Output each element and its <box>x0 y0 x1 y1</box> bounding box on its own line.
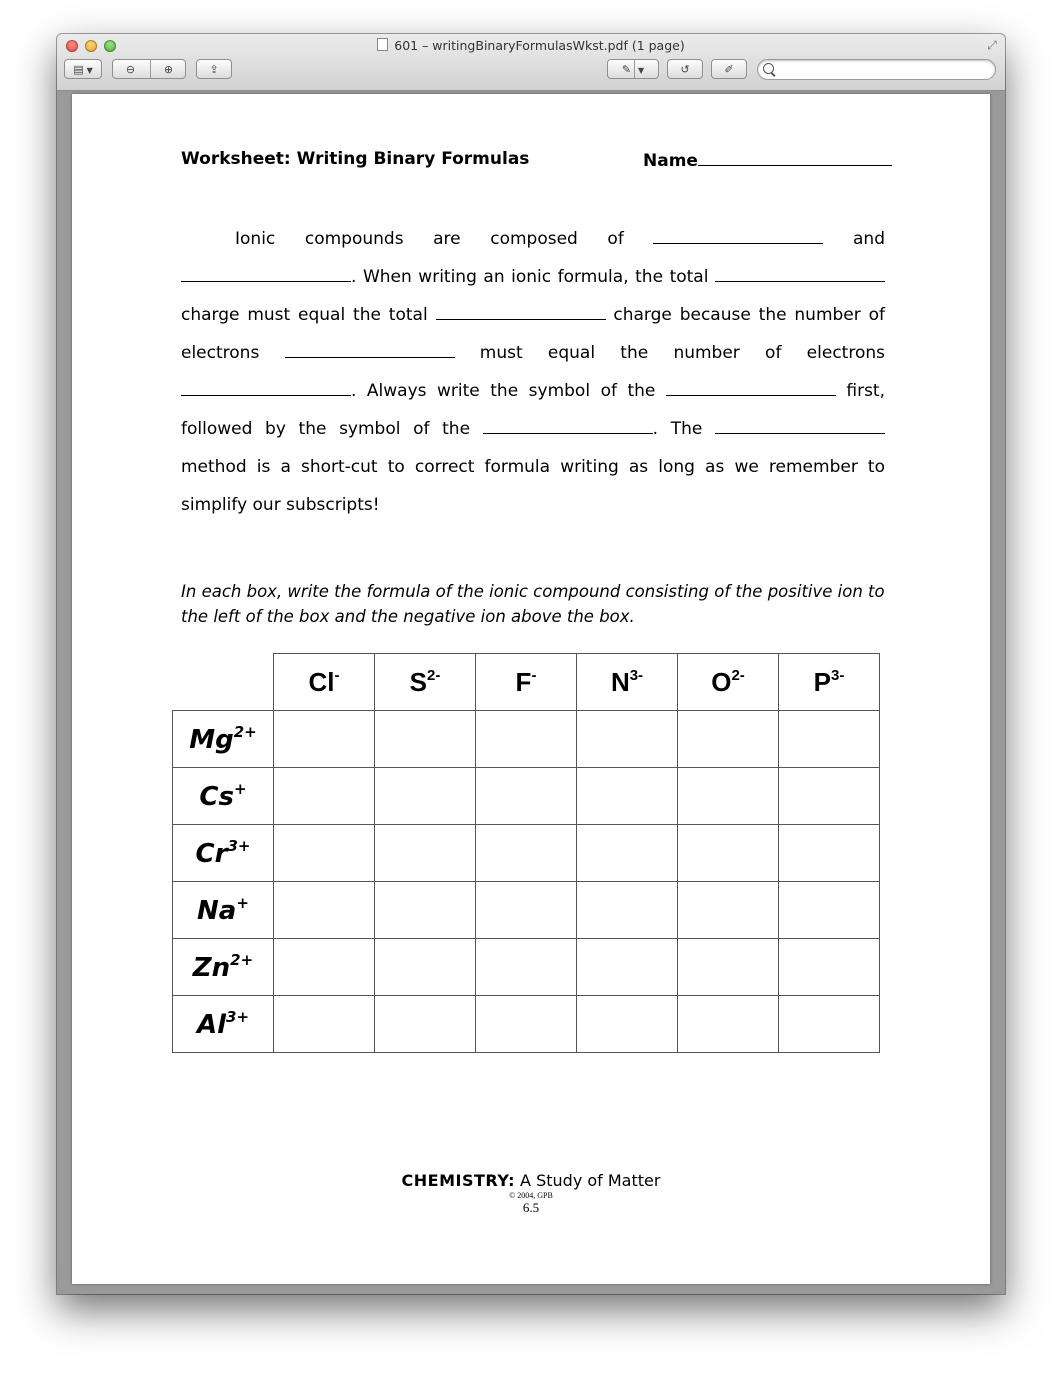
table-instructions: In each box, write the formula of the ionic compound consisting of the positive ion to the left of the box and the negative ion above the box. <box>181 582 885 626</box>
anion-header: $N^{3-}$ <box>577 654 678 711</box>
page-footer <box>72 1171 990 1215</box>
fill-in-blank[interactable] <box>666 381 836 396</box>
annotate-button[interactable] <box>607 59 659 79</box>
formula-cell[interactable] <box>779 768 880 825</box>
paragraph-text: method is a short-cut to correct formula writing as long as we remember to simplify our subscripts! <box>181 457 885 515</box>
preview-window <box>57 34 1005 1294</box>
chevron-down-icon: ▼ <box>86 66 93 75</box>
edit-toolbar-button[interactable] <box>711 59 747 79</box>
title-bar[interactable] <box>57 34 1005 91</box>
formula-cell[interactable] <box>678 939 779 996</box>
fill-in-blank[interactable] <box>483 419 653 434</box>
zoom-in-icon[interactable]: ⊕ <box>163 63 174 76</box>
fill-in-blank[interactable] <box>436 305 606 320</box>
zoom-out-icon[interactable]: ⊖ <box>125 63 136 76</box>
zoom-button-group <box>112 59 186 79</box>
search-field[interactable] <box>757 59 996 80</box>
sidebar-toggle-icon: ▤ <box>73 63 84 76</box>
table-row <box>173 825 880 882</box>
share-button[interactable] <box>196 59 232 79</box>
fill-in-blank[interactable] <box>715 419 885 434</box>
formula-cell[interactable] <box>274 768 375 825</box>
anion-header-row <box>173 654 880 711</box>
footer-copyright: © 2004, GPB <box>509 1191 553 1200</box>
window-title <box>57 38 1005 53</box>
formula-cell[interactable] <box>678 825 779 882</box>
formula-cell[interactable] <box>577 825 678 882</box>
name-blank[interactable] <box>698 149 892 166</box>
chevron-down-icon: ▼ <box>638 66 645 75</box>
anion-header: F- <box>476 654 577 711</box>
formula-cell[interactable] <box>375 768 476 825</box>
paragraph-text: . Always write the symbol of the <box>351 381 666 401</box>
paragraph-text: first, followed by the symbol of the <box>181 381 886 439</box>
name-label: Name <box>643 151 698 171</box>
formula-cell[interactable] <box>476 711 577 768</box>
formula-cell[interactable] <box>779 825 880 882</box>
cation-header: $Cr^{3+}$ <box>173 825 274 882</box>
cation-header: $Zn^{2+}$ <box>173 939 274 996</box>
fullscreen-icon[interactable]: ⤢ <box>987 38 997 52</box>
anion-header: $P^{3-}$ <box>779 654 880 711</box>
anion-header: Cl- <box>274 654 375 711</box>
formula-cell[interactable] <box>375 996 476 1053</box>
formula-cell[interactable] <box>274 939 375 996</box>
table-corner <box>173 654 274 711</box>
search-icon <box>763 63 774 74</box>
pdf-page <box>72 94 990 1284</box>
anion-header: $S^{2-}$ <box>375 654 476 711</box>
formula-cell[interactable] <box>476 825 577 882</box>
formula-cell[interactable] <box>678 711 779 768</box>
cation-header: Cs+ <box>173 768 274 825</box>
fill-in-blank[interactable] <box>181 381 351 396</box>
fill-in-blank[interactable] <box>715 267 885 282</box>
formula-cell[interactable] <box>274 882 375 939</box>
table-row <box>173 882 880 939</box>
pen-annotate-icon: ✎ <box>621 63 632 76</box>
formula-cell[interactable] <box>375 882 476 939</box>
worksheet-title: Worksheet: Writing Binary Formulas <box>181 149 530 169</box>
formula-cell[interactable] <box>375 939 476 996</box>
share-icon: ⇪ <box>209 63 219 76</box>
rotate-button[interactable] <box>667 59 703 79</box>
paragraph-text: must equal the number of electrons <box>454 343 885 363</box>
formula-cell[interactable] <box>577 711 678 768</box>
footer-brand: CHEMISTRY: A Study of Matter <box>401 1171 661 1190</box>
cation-header: $Mg^{2+}$ <box>173 711 274 768</box>
formula-cell[interactable] <box>476 939 577 996</box>
cation-header: Na+ <box>173 882 274 939</box>
table-row <box>173 996 880 1053</box>
formula-cell[interactable] <box>476 768 577 825</box>
formula-cell[interactable] <box>779 882 880 939</box>
paragraph-text: charge must equal the total <box>181 305 436 325</box>
formula-cell[interactable] <box>577 996 678 1053</box>
anion-header: $O^{2-}$ <box>678 654 779 711</box>
formula-cell[interactable] <box>577 882 678 939</box>
formula-cell[interactable] <box>274 825 375 882</box>
paragraph-text: charge because the number of electrons <box>181 305 885 363</box>
paragraph-text: and <box>823 229 885 249</box>
formula-cell[interactable] <box>476 882 577 939</box>
formula-cell[interactable] <box>375 711 476 768</box>
paragraph-text: . The <box>652 419 715 439</box>
formula-cell[interactable] <box>678 996 779 1053</box>
search-input[interactable] <box>778 60 992 81</box>
formula-cell[interactable] <box>779 711 880 768</box>
paragraph-text: Ionic compounds are composed of <box>235 229 654 249</box>
formula-cell[interactable] <box>678 768 779 825</box>
name-field <box>643 149 892 171</box>
formula-cell[interactable] <box>577 939 678 996</box>
ionic-compound-table <box>172 653 880 1053</box>
page-number: 6.5 <box>522 1200 540 1215</box>
fill-in-blank[interactable] <box>181 267 351 282</box>
rotate-icon: ↺ <box>680 63 690 76</box>
formula-cell[interactable] <box>678 882 779 939</box>
intro-paragraph <box>181 220 885 524</box>
table-row <box>173 768 880 825</box>
edit-toolbar-icon: ✐ <box>724 63 734 76</box>
formula-cell[interactable] <box>779 939 880 996</box>
cation-header: $Al^{3+}$ <box>173 996 274 1053</box>
table-row <box>173 711 880 768</box>
pdf-document-icon <box>377 38 388 51</box>
paragraph-text: . When writing an ionic formula, the total <box>351 267 715 287</box>
fill-in-blank[interactable] <box>285 343 455 358</box>
window-title-text: 601 – writingBinaryFormulasWkst.pdf (1 page) <box>394 38 685 53</box>
fill-in-blank[interactable] <box>653 229 823 244</box>
formula-cell[interactable] <box>274 711 375 768</box>
formula-cell[interactable] <box>476 996 577 1053</box>
formula-cell[interactable] <box>779 996 880 1053</box>
formula-cell[interactable] <box>577 768 678 825</box>
formula-cell[interactable] <box>274 996 375 1053</box>
sidebar-view-button[interactable] <box>64 59 102 79</box>
table-row <box>173 939 880 996</box>
formula-cell[interactable] <box>375 825 476 882</box>
